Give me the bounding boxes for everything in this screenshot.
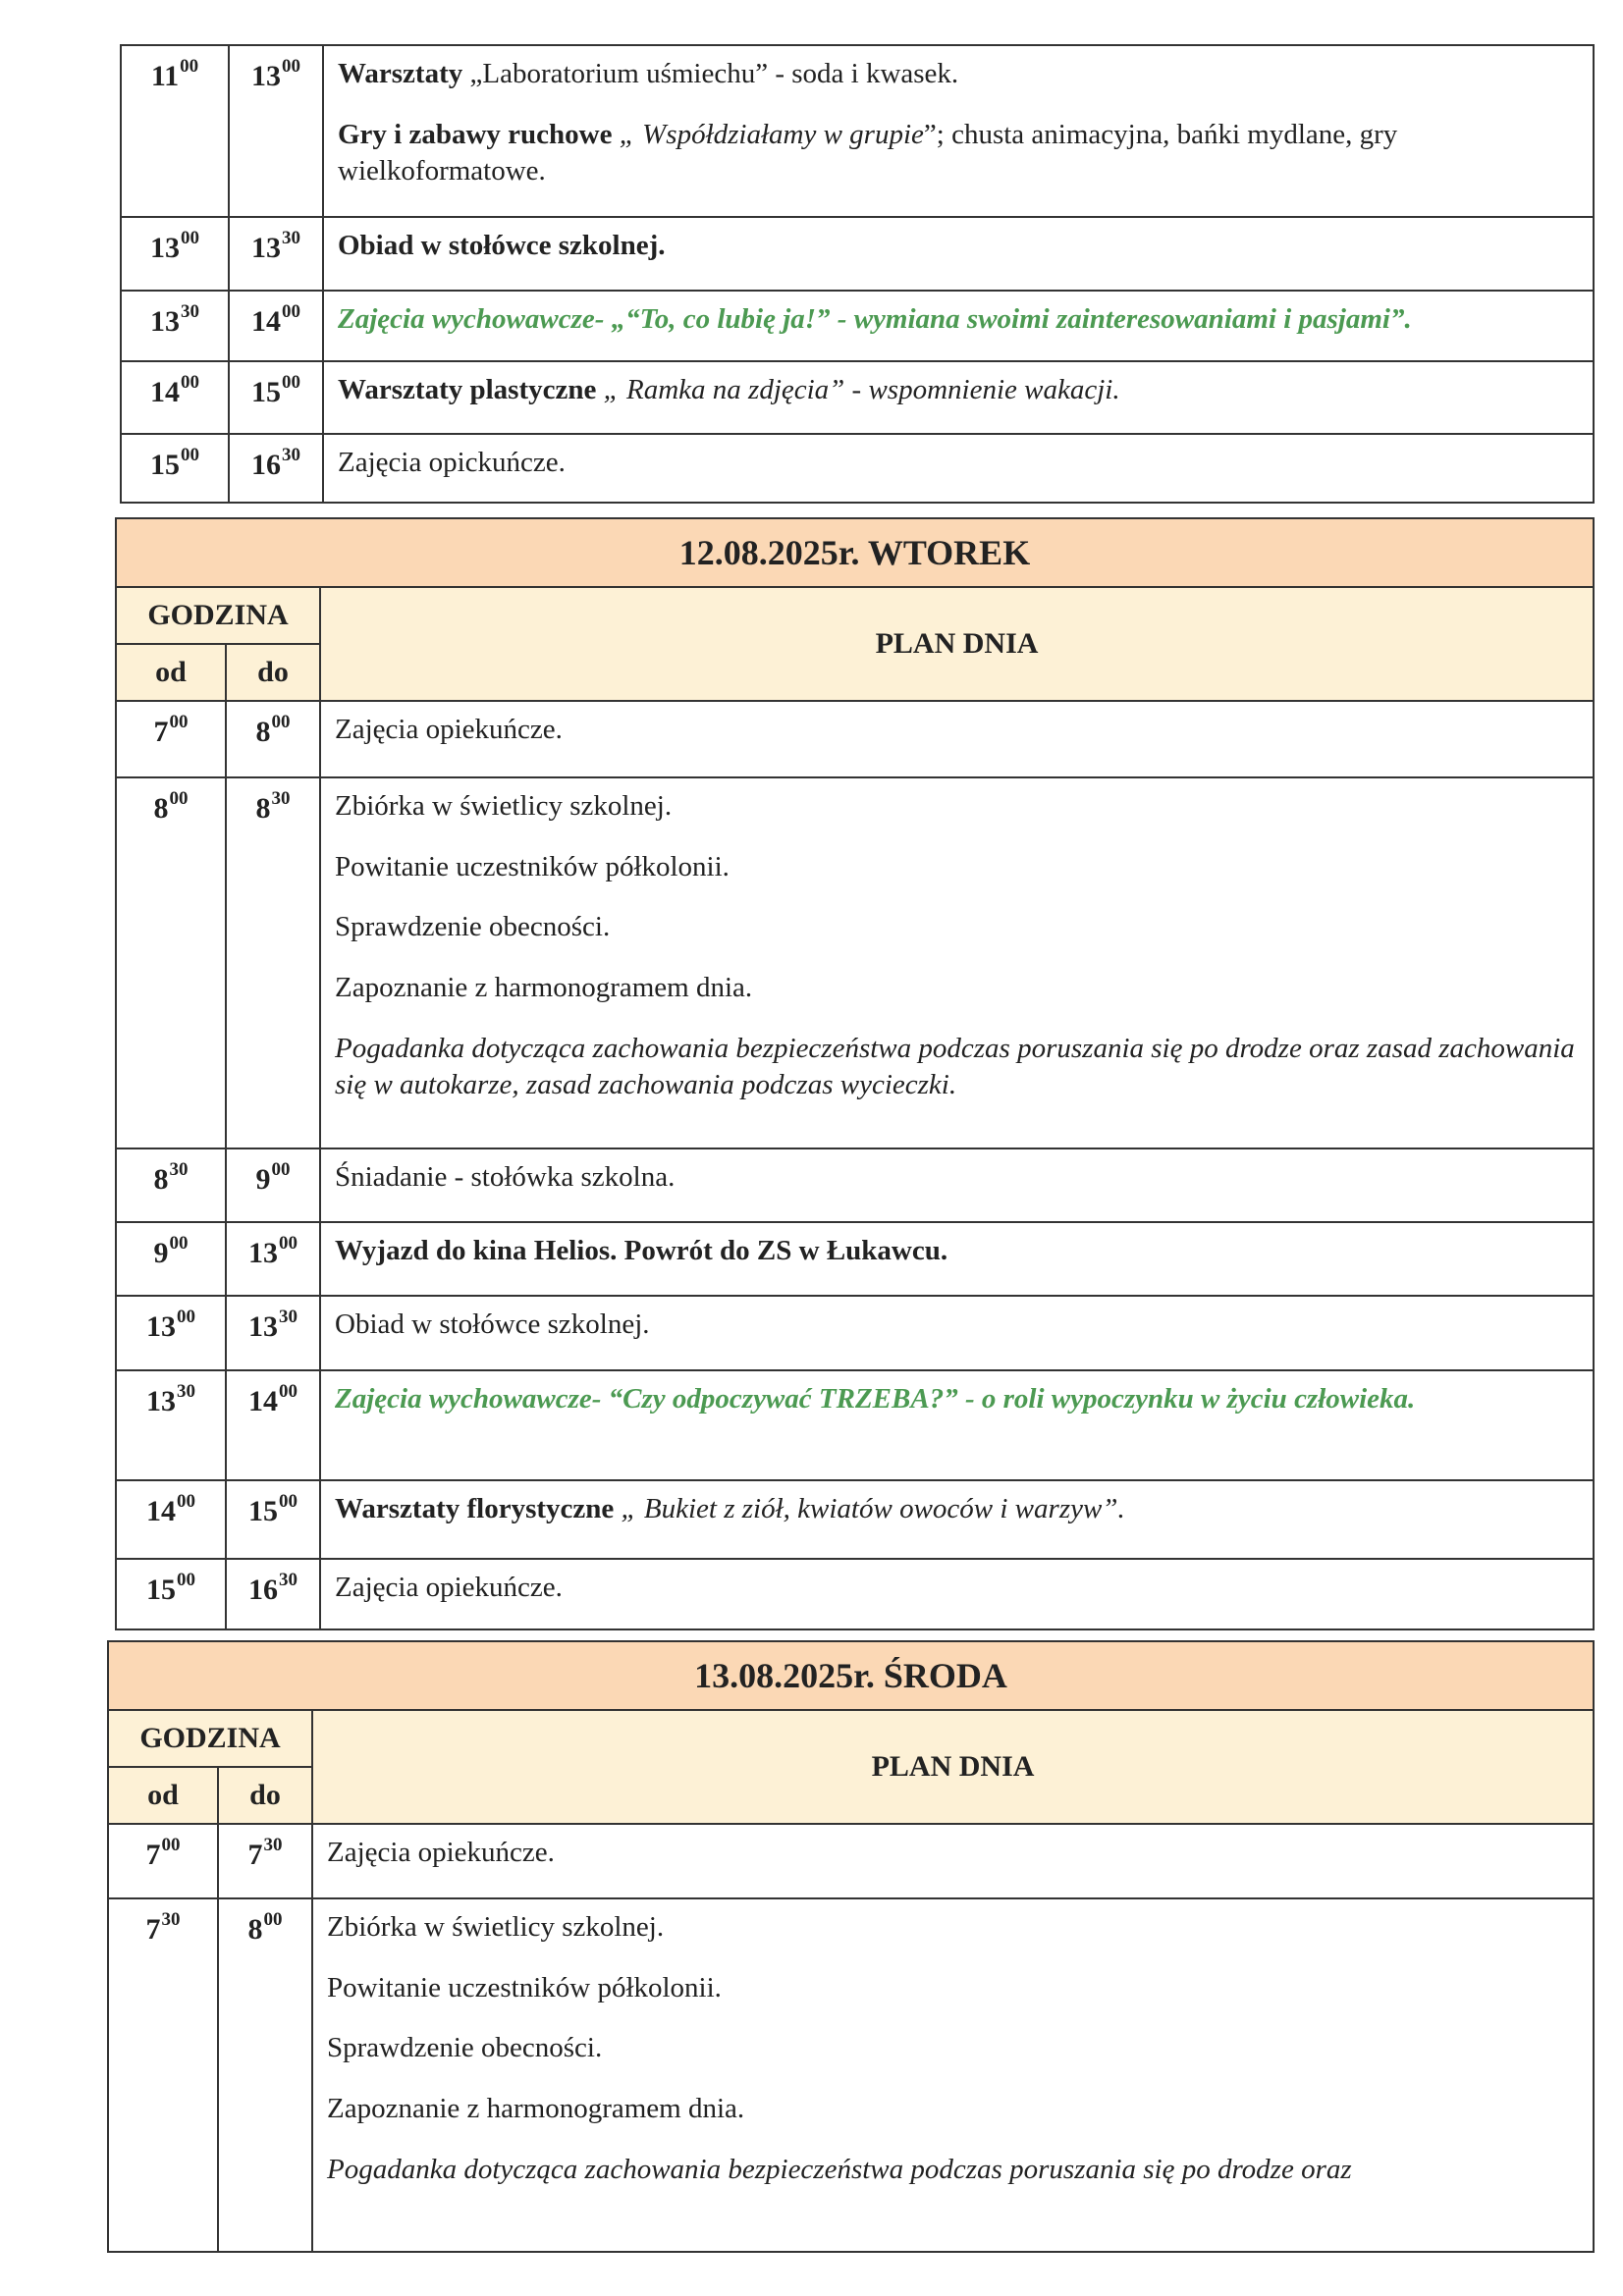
time-hour: 8 [255, 716, 271, 748]
plan-text: Warsztaty florystyczne [335, 1493, 622, 1524]
plan-cell [320, 777, 1594, 1148]
time-hour: 9 [255, 1163, 271, 1196]
time-minutes: 00 [181, 228, 199, 248]
plan-line [338, 228, 1579, 265]
plan-cell [312, 1824, 1594, 1898]
plan-line [327, 2152, 1579, 2189]
time-minutes: 30 [169, 1159, 189, 1180]
time-minutes: 00 [177, 1491, 195, 1512]
plan-line [335, 1307, 1579, 1344]
time-hour: 13 [248, 1237, 278, 1269]
header-do: do [218, 1767, 312, 1824]
time-hour: 7 [145, 1839, 161, 1871]
time-hour: 13 [251, 60, 281, 92]
time-hour: 8 [255, 792, 271, 825]
header-plan-dnia: PLAN DNIA [320, 587, 1594, 701]
plan-line [335, 1381, 1579, 1418]
plan-line [338, 117, 1579, 190]
time-minutes: 00 [282, 56, 300, 77]
plan-text: Zajęcia opiekuńcze. [335, 1572, 563, 1603]
time-minutes: 00 [279, 1381, 298, 1402]
schedule-body [121, 45, 1594, 503]
plan-text: Zajęcia opiekuńcze. [327, 1837, 555, 1868]
time-hour: 7 [153, 716, 169, 748]
time-hour: 15 [248, 1495, 278, 1527]
time-hour: 15 [146, 1574, 176, 1606]
plan-text: Pogadanka dotycząca zachowania bezpieczeństwa podczas poruszania się po drodze oraz zasad zachowania się w autokarze, zasad zachowania podczas wycieczki. [335, 1032, 1575, 1101]
time-to [226, 1559, 320, 1629]
plan-text: „Laboratorium uśmiechu” - soda i kwasek. [469, 58, 959, 89]
plan-text: Zajęcia opickuńcze. [338, 447, 566, 478]
time-minutes: 00 [169, 788, 189, 809]
schedule-body [116, 518, 1594, 1629]
time-from [121, 291, 229, 361]
time-to [218, 1898, 312, 2252]
time-from [116, 1222, 226, 1296]
time-minutes: 00 [161, 1835, 181, 1855]
plan-line [327, 2030, 1579, 2067]
time-from [108, 1898, 218, 2252]
time-hour: 7 [247, 1839, 263, 1871]
time-to [229, 361, 323, 434]
plan-text: Powitanie uczestników półkolonii. [327, 1971, 722, 2003]
plan-cell [320, 1296, 1594, 1370]
schedule-row [116, 1559, 1594, 1629]
time-minutes: 30 [279, 1307, 298, 1327]
plan-text: Wyjazd do kina Helios. Powrót do ZS w Łukawcu. [335, 1235, 948, 1266]
plan-text: Powitanie uczestników półkolonii. [335, 850, 730, 882]
schedule-row [116, 777, 1594, 1148]
time-minutes: 00 [271, 1159, 291, 1180]
plan-text: Zajęcia wychowawcze- „“To, co lubię ja!” - wymiana swoimi zainteresowaniami i pasjami”. [338, 303, 1412, 335]
time-hour: 9 [153, 1237, 169, 1269]
plan-line [335, 970, 1579, 1007]
day-title: 13.08.2025r. ŚRODA [108, 1641, 1594, 1710]
time-minutes: 30 [161, 1909, 181, 1930]
time-to [226, 1370, 320, 1480]
time-from [116, 777, 226, 1148]
time-from [116, 1370, 226, 1480]
time-minutes: 00 [181, 445, 199, 465]
header-godzina: GODZINA [116, 587, 320, 644]
time-hour: 8 [153, 792, 169, 825]
time-hour: 8 [153, 1163, 169, 1196]
schedule-row [116, 1370, 1594, 1480]
time-minutes: 30 [177, 1381, 195, 1402]
time-minutes: 00 [263, 1909, 283, 1930]
time-hour: 15 [251, 376, 281, 408]
plan-line [338, 445, 1579, 482]
plan-line [338, 56, 1579, 93]
time-minutes: 30 [263, 1835, 283, 1855]
plan-line [327, 1970, 1579, 2007]
plan-text: Zbiórka w świetlicy szkolnej. [327, 1911, 665, 1943]
time-from [116, 1559, 226, 1629]
plan-line [335, 1233, 1579, 1270]
plan-text: Zapoznanie z harmonogramem dnia. [335, 972, 753, 1004]
plan-line [335, 1031, 1579, 1104]
schedule-row [121, 217, 1594, 291]
plan-line [327, 1909, 1579, 1947]
time-hour: 14 [251, 305, 281, 338]
header-do: do [226, 644, 320, 701]
time-to [226, 701, 320, 777]
time-from [116, 701, 226, 777]
time-from [121, 217, 229, 291]
plan-text: Sprawdzenie obecności. [327, 2032, 603, 2064]
plan-cell [323, 361, 1594, 434]
time-from [121, 434, 229, 503]
time-minutes: 00 [169, 1233, 189, 1254]
schedule-row [116, 701, 1594, 777]
time-to [226, 1296, 320, 1370]
time-hour: 11 [150, 60, 180, 92]
plan-line [327, 1835, 1579, 1872]
time-hour: 14 [150, 376, 180, 408]
time-hour: 16 [248, 1574, 278, 1606]
schedule-row [121, 291, 1594, 361]
plan-line [338, 301, 1579, 339]
schedule-row [116, 1296, 1594, 1370]
time-to [226, 1222, 320, 1296]
plan-text: „ Ramka na zdjęcia” - wspomnienie wakacji. [603, 374, 1120, 405]
time-hour: 8 [247, 1913, 263, 1946]
schedule-row [121, 45, 1594, 217]
plan-text: Gry i zabawy ruchowe [338, 118, 620, 150]
plan-cell [323, 291, 1594, 361]
plan-cell [323, 217, 1594, 291]
plan-line [338, 372, 1579, 409]
time-to [226, 777, 320, 1148]
plan-line [335, 1159, 1579, 1197]
plan-text: Obiad w stołówce szkolnej. [338, 230, 666, 261]
time-to [229, 291, 323, 361]
time-minutes: 30 [271, 788, 291, 809]
time-minutes: 00 [177, 1570, 195, 1590]
time-hour: 13 [150, 305, 180, 338]
plan-text: Zapoznanie z harmonogramem dnia. [327, 2093, 745, 2125]
time-minutes: 00 [282, 372, 300, 393]
plan-text: Pogadanka dotycząca zachowania bezpieczeństwa podczas poruszania się po drodze oraz [327, 2153, 1352, 2185]
schedule-row [121, 434, 1594, 503]
schedule-row [108, 1898, 1594, 2252]
plan-text: Zbiórka w świetlicy szkolnej. [335, 790, 673, 822]
plan-cell [320, 1559, 1594, 1629]
schedule-row [116, 1480, 1594, 1559]
plan-line [335, 909, 1579, 946]
time-minutes: 00 [181, 372, 199, 393]
time-to [218, 1824, 312, 1898]
day-title: 12.08.2025r. WTOREK [116, 518, 1594, 587]
plan-text: Warsztaty [338, 58, 470, 89]
plan-text: ”; chusta animacyjna, bańki mydlane, gry wielkoformatowe. [338, 118, 1398, 187]
time-hour: 14 [146, 1495, 176, 1527]
plan-cell [320, 1480, 1594, 1559]
time-minutes: 00 [279, 1233, 298, 1254]
header-od: od [108, 1767, 218, 1824]
time-minutes: 30 [282, 228, 300, 248]
time-minutes: 00 [279, 1491, 298, 1512]
time-hour: 7 [145, 1913, 161, 1946]
time-hour: 14 [248, 1385, 278, 1417]
time-from [108, 1824, 218, 1898]
time-minutes: 00 [282, 301, 300, 322]
schedule-row [121, 361, 1594, 434]
plan-cell [320, 1370, 1594, 1480]
plan-text: „ Współdziałamy w grupie [619, 118, 924, 150]
time-hour: 13 [146, 1385, 176, 1417]
time-to [229, 45, 323, 217]
header-godzina: GODZINA [108, 1710, 312, 1767]
plan-text: Sprawdzenie obecności. [335, 911, 611, 943]
plan-line [335, 788, 1579, 826]
time-minutes: 00 [180, 56, 199, 77]
time-minutes: 30 [181, 301, 199, 322]
time-minutes: 00 [271, 712, 291, 732]
schedule-row [116, 1222, 1594, 1296]
schedule-table-continued [120, 44, 1595, 504]
time-to [226, 1480, 320, 1559]
time-minutes: 00 [177, 1307, 195, 1327]
time-from [116, 1480, 226, 1559]
plan-text: Śniadanie - stołówka szkolna. [335, 1161, 676, 1193]
schedule-row [108, 1824, 1594, 1898]
time-hour: 13 [251, 232, 281, 264]
plan-text: Obiad w stołówce szkolnej. [335, 1308, 650, 1340]
time-from [121, 361, 229, 434]
plan-cell [323, 434, 1594, 503]
time-to [229, 434, 323, 503]
time-from [121, 45, 229, 217]
plan-line [335, 849, 1579, 886]
plan-line [335, 712, 1579, 749]
time-from [116, 1296, 226, 1370]
time-to [229, 217, 323, 291]
schedule-table-tuesday [115, 517, 1595, 1630]
schedule-table-wednesday [107, 1640, 1595, 2253]
plan-text: Zajęcia opiekuńcze. [335, 714, 563, 745]
time-hour: 13 [146, 1310, 176, 1343]
plan-cell [320, 701, 1594, 777]
time-hour: 16 [251, 449, 281, 481]
plan-text: Warsztaty plastyczne [338, 374, 604, 405]
plan-line [335, 1491, 1579, 1528]
time-minutes: 30 [282, 445, 300, 465]
time-hour: 13 [248, 1310, 278, 1343]
header-plan-dnia: PLAN DNIA [312, 1710, 1594, 1824]
time-to [226, 1148, 320, 1222]
plan-text: „ Bukiet z ziół, kwiatów owoców i warzyw”. [621, 1493, 1125, 1524]
plan-cell [320, 1148, 1594, 1222]
time-minutes: 30 [279, 1570, 298, 1590]
plan-line [335, 1570, 1579, 1607]
time-hour: 13 [150, 232, 180, 264]
header-od: od [116, 644, 226, 701]
plan-cell [312, 1898, 1594, 2252]
plan-text: Zajęcia wychowawcze- “Czy odpoczywać TRZEBA?” - o roli wypoczynku w życiu człowieka. [335, 1383, 1416, 1415]
plan-cell [320, 1222, 1594, 1296]
schedule-body [108, 1641, 1594, 2252]
plan-line [327, 2091, 1579, 2128]
plan-cell [323, 45, 1594, 217]
time-from [116, 1148, 226, 1222]
time-minutes: 00 [169, 712, 189, 732]
time-hour: 15 [150, 449, 180, 481]
schedule-row [116, 1148, 1594, 1222]
